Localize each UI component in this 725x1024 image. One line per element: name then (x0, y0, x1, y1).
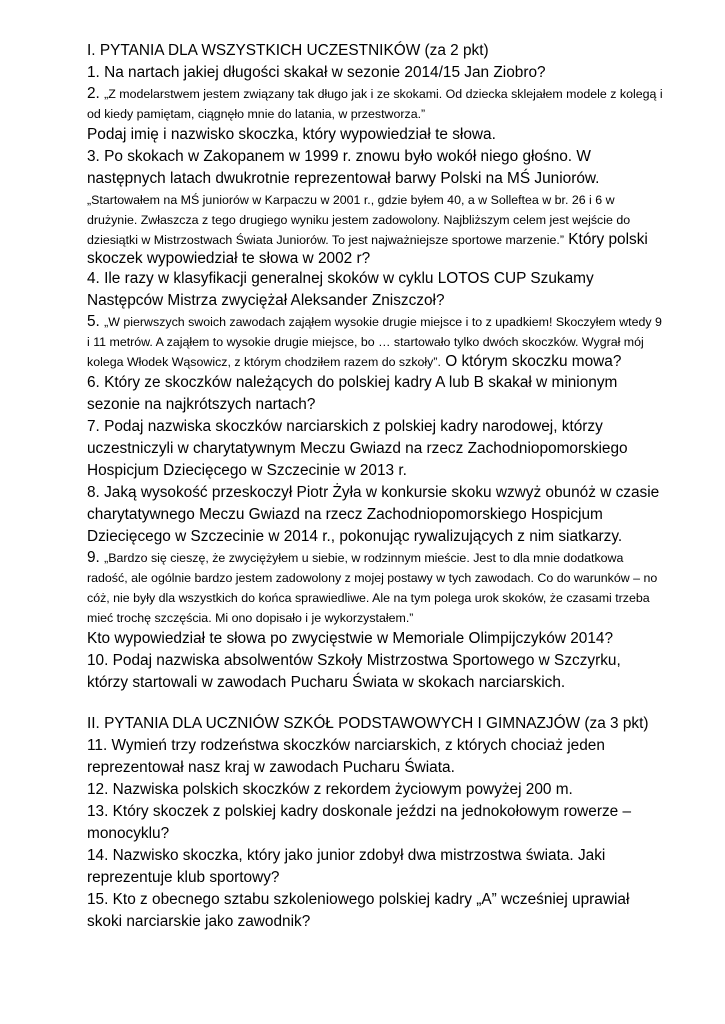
question-2-ask: Podaj imię i nazwisko skoczka, który wypowiedział te słowa. (87, 126, 496, 143)
question-9-number: 9. (87, 549, 105, 566)
question-11: 11. Wymień trzy rodzeństwa skoczków narciarskich, z których chociaż jeden reprezentował nasz kraj w zawodach Pucharu Świata. (87, 737, 605, 776)
question-3-quote: „Startowałem na MŚ juniorów w Karpaczu w 2001 r., gdzie byłem 40, a w Solleftea w br. 26 i 6 w drużynie. Zwłaszcza z tego drugiego wyniku jestem zadowolony. Najbliższym celem jest wejście do dziesiątki w Mistrzostwach Świata Juniorów. To jest najważniejsze sportowe marzenie.” (87, 193, 631, 247)
question-10: 10. Podaj nazwiska absolwentów Szkoły Mistrzostwa Sportowego w Szczyrku, którzy startowali w zawodach Pucharu Świata w skokach narciarskich. (87, 652, 621, 691)
question-9-ask: Kto wypowiedział te słowa po zwycięstwie w Memoriale Olimpijczyków 2014? (87, 630, 614, 647)
question-8: 8. Jaką wysokość przeskoczył Piotr Żyła w konkursie skoku wzwyż obunóż w czasie charytatywnego Meczu Gwiazd na rzecz Zachodniopomorskiego Hospicjum Dziecięcego w Szczecinie w 2014 r., pokonując rywalizujących z nim siatkarzy. (87, 484, 660, 545)
question-5-quote: „W pierwszych swoich zawodach zająłem wysokie drugie miejsce i to z upadkiem! Skoczyłem wtedy 9 i 11 metrów. A zająłem to wysokie drugie miejsce, bo … startowało tylko dwóch skoczków. Wygrał mój kolega Włodek Wąsowicz, z którym chodziłem razem do szkoły”. (87, 315, 662, 369)
question-12: 12. Nazwiska polskich skoczków z rekordem życiowym powyżej 200 m. (87, 781, 573, 798)
question-4: 4. Ile razy w klasyfikacji generalnej skoków w cyklu LOTOS CUP Szukamy Następców Mistrza zwyciężał Aleksander Zniszczoł? (87, 270, 594, 309)
question-5-number: 5. (87, 313, 105, 330)
question-6: 6. Który ze skoczków należących do polskiej kadry A lub B skakał w minionym sezonie na najkrótszych nartach? (87, 374, 618, 413)
question-7: 7. Podaj nazwiska skoczków narciarskich z polskiej kadry narodowej, którzy uczestniczyli w charytatywnym Meczu Gwiazd na rzecz Zachodniopomorskiego Hospicjum Dziecięcego w Szczecinie w 2013 r. (87, 418, 628, 479)
question-13: 13. Który skoczek z polskiej kadry doskonale jeździ na jednokołowym rowerze – monocyklu? (87, 803, 632, 842)
question-2-quote: „Z modelarstwem jestem związany tak długo jak i ze skokami. Od dziecka sklejałem modele z kolegą i od kiedy pamiętam, ciągnęło mnie do latania, w przestworza.” (87, 87, 663, 121)
question-5-quote-block (87, 312, 665, 372)
question-5-ask: O którym skoczku mowa? (440, 353, 622, 370)
question-14: 14. Nazwisko skoczka, który jako junior zdobył dwa mistrzostwa świata. Jaki reprezentuje klub sportowy? (87, 847, 606, 886)
question-9-quote-block (87, 548, 665, 628)
question-3-quote-block (87, 190, 665, 268)
question-2-number: 2. (87, 85, 105, 102)
section-2-heading: II. PYTANIA DLA UCZNIÓW SZKÓŁ PODSTAWOWYCH I GIMNAZJÓW (za 3 pkt) (87, 715, 649, 732)
question-3-intro: 3. Po skokach w Zakopanem w 1999 r. znowu było wokół niego głośno. W następnych latach dwukrotnie reprezentował barwy Polski na MŚ Juniorów. (87, 148, 600, 187)
question-1: 1. Na nartach jakiej długości skakał w sezonie 2014/15 Jan Ziobro? (87, 64, 546, 81)
question-15: 15. Kto z obecnego sztabu szkoleniowego polskiej kadry „A” wcześniej uprawiał skoki narciarskie jako zawodnik? (87, 891, 630, 930)
question-9-quote: „Bardzo się cieszę, że zwyciężyłem u siebie, w rodzinnym mieście. Jest to dla mnie dodatkowa radość, ale ogólnie bardzo jestem zadowolony z mojej postawy w tych zawodach. Co do warunków – no cóż, nie były dla wszystkich do końca sprawiedliwe. Ale na tym polega urok skoków, że czasami trzeba mieć trochę szczęścia. Mi ono dopisało i je wykorzystałem.” (87, 551, 658, 625)
section-1-heading: I. PYTANIA DLA WSZYSTKICH UCZESTNIKÓW (za 2 pkt) (87, 42, 489, 59)
question-3-ask: Który polski skoczek wypowiedział te słowa w 2002 r? (87, 231, 648, 267)
document-page (87, 40, 665, 933)
section-gap (87, 694, 665, 713)
question-2-quote-block (87, 84, 665, 124)
